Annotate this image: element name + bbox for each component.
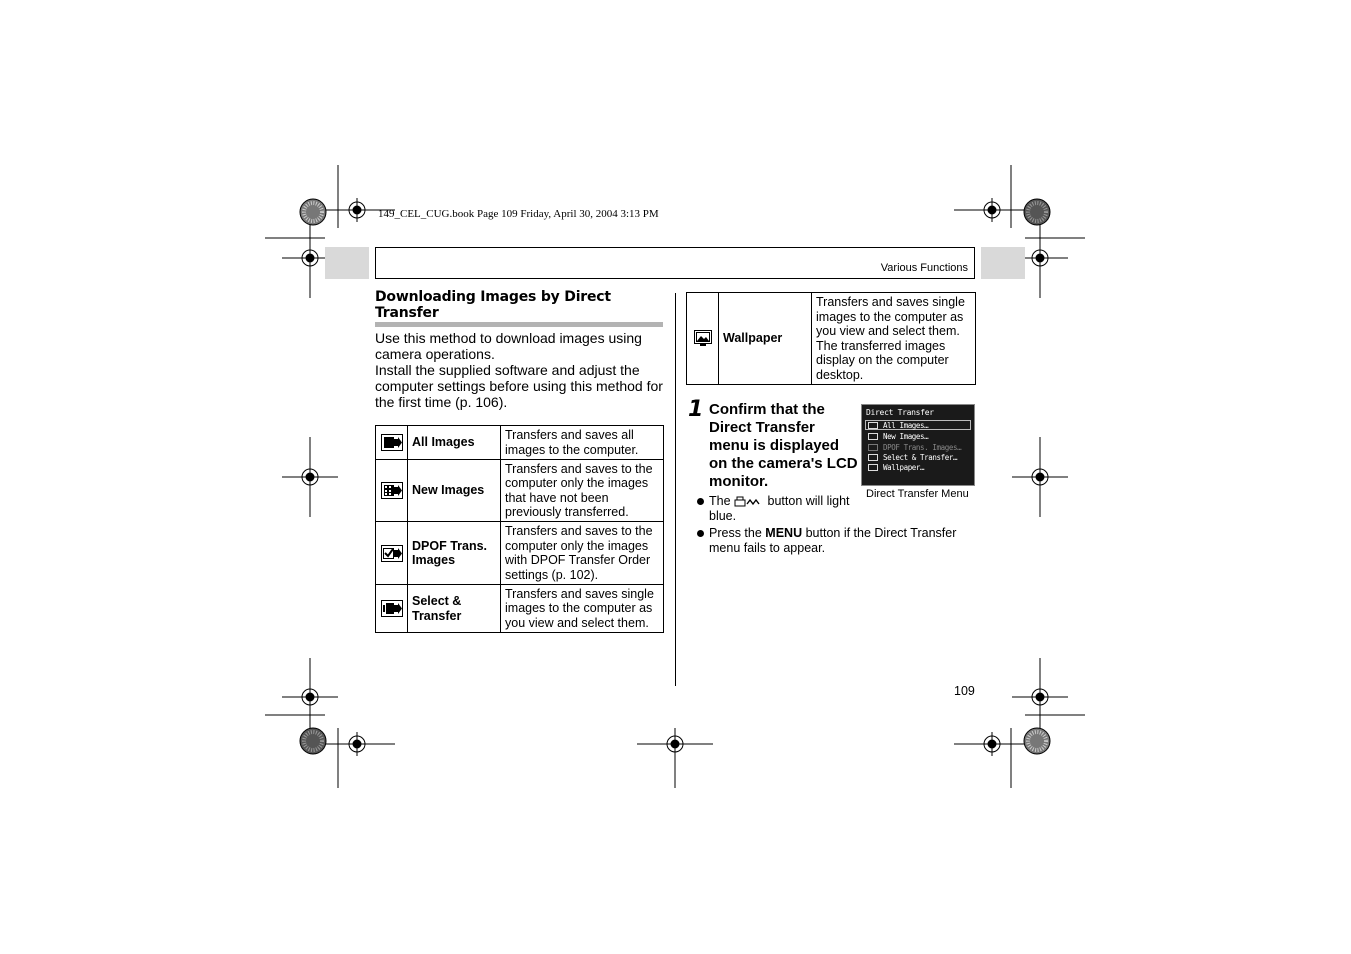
wallpaper-table bbox=[686, 292, 976, 385]
option-name: All Images bbox=[408, 426, 501, 460]
table-row bbox=[376, 585, 664, 633]
option-name: DPOF Trans. Images bbox=[408, 522, 501, 585]
intro-paragraph-2: Install the supplied software and adjust the computer settings before using this method for the first time (p. 106). bbox=[375, 362, 663, 410]
lcd-item-icon bbox=[868, 464, 878, 471]
table-row bbox=[376, 426, 664, 460]
lcd-item: Select & Transfer… bbox=[883, 453, 958, 462]
running-header bbox=[375, 247, 975, 279]
step-number: 1 bbox=[688, 397, 704, 422]
table-row bbox=[376, 522, 664, 585]
page-number: 109 bbox=[954, 684, 975, 698]
bullet-item bbox=[697, 494, 857, 523]
print-share-icon bbox=[734, 496, 764, 508]
dpof-images-icon bbox=[381, 545, 403, 562]
option-desc: Transfers and saves to the computer only the images that have not been previously transferred. bbox=[501, 460, 664, 522]
lcd-item-icon bbox=[868, 454, 878, 461]
step-instruction: Confirm that the Direct Transfer menu is displayed on the camera's LCD monitor. bbox=[709, 401, 858, 490]
lcd-item: All Images… bbox=[883, 421, 929, 430]
lcd-item-icon bbox=[868, 422, 878, 429]
file-info: 149_CEL_CUG.book Page 109 Friday, April 30, 2004 3:13 PM bbox=[378, 208, 659, 220]
page-title: Downloading Images by Direct Transfer bbox=[375, 289, 611, 321]
margin-tab-left bbox=[325, 247, 369, 279]
column-divider bbox=[675, 293, 676, 686]
option-name: Select & Transfer bbox=[408, 585, 501, 633]
lcd-item-icon bbox=[868, 433, 878, 440]
option-name: Wallpaper bbox=[719, 293, 812, 385]
option-desc: Transfers and saves single images to the computer as you view and select them. The transferred images display on the computer desktop. bbox=[812, 293, 976, 385]
option-desc: Transfers and saves single images to the computer as you view and select them. bbox=[501, 585, 664, 633]
lcd-item-icon bbox=[868, 444, 878, 451]
table-row bbox=[376, 460, 664, 522]
menu-key-label: MENU bbox=[765, 526, 803, 540]
title-underline bbox=[375, 322, 663, 327]
all-images-icon bbox=[381, 434, 403, 451]
option-name: New Images bbox=[408, 460, 501, 522]
option-desc: Transfers and saves all images to the computer. bbox=[501, 426, 664, 460]
table-row bbox=[687, 293, 976, 385]
new-images-icon bbox=[381, 482, 403, 499]
option-desc: Transfers and saves to the computer only the images with DPOF Transfer Order settings (p. 102). bbox=[501, 522, 664, 585]
bullet-text: button if the Direct Transfer menu fails to appear. bbox=[709, 526, 957, 555]
transfer-options-table bbox=[375, 425, 664, 633]
lcd-title: Direct Transfer bbox=[866, 408, 934, 417]
bullet-text: Press the bbox=[709, 526, 762, 540]
lcd-item: New Images… bbox=[883, 432, 929, 441]
wallpaper-icon bbox=[692, 330, 714, 347]
margin-tab-right bbox=[981, 247, 1025, 279]
bullet-list-1 bbox=[697, 494, 857, 523]
lcd-menu-screenshot bbox=[861, 404, 975, 486]
lcd-item: Wallpaper… bbox=[883, 463, 925, 472]
lcd-item: DPOF Trans. Images… bbox=[883, 443, 962, 452]
lcd-caption: Direct Transfer Menu bbox=[866, 488, 969, 500]
bullet-list-2 bbox=[697, 526, 977, 555]
bullet-item bbox=[697, 526, 977, 555]
intro-paragraph-1: Use this method to download images using camera operations. bbox=[375, 330, 642, 362]
bullet-text: The bbox=[709, 494, 731, 508]
bullet-text: button will light blue. bbox=[709, 494, 850, 523]
select-transfer-icon bbox=[381, 600, 403, 617]
section-title: Various Functions bbox=[880, 262, 968, 274]
intro-text bbox=[375, 330, 665, 410]
